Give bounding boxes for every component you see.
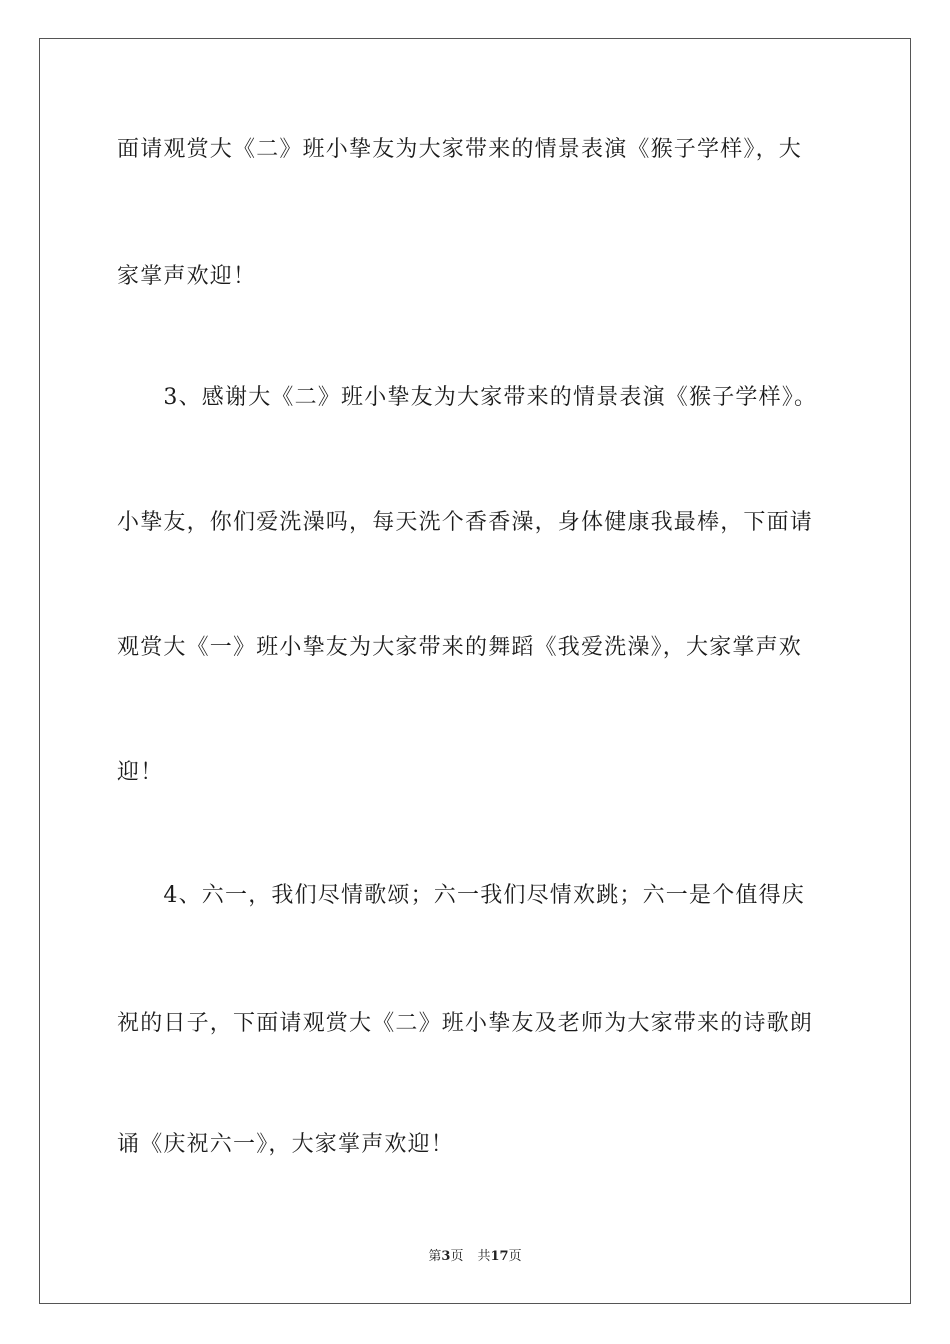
page-border (39, 38, 911, 1304)
text-line: 家掌声欢迎！ (117, 264, 257, 289)
total-suffix: 页 (508, 1249, 522, 1264)
text-line: 4、六一，我们尽情歌颂；六一我们尽情欢跳；六一是个值得庆 (117, 883, 805, 908)
text-line: 诵《庆祝六一》，大家掌声欢迎！ (117, 1132, 455, 1157)
page-suffix: 页 (450, 1249, 464, 1264)
page-number: 3 (441, 1249, 451, 1264)
page-footer (0, 1248, 950, 1266)
text-line: 祝的日子，下面请观赏大《二》班小挚友及老师为大家带来的诗歌朗 (117, 1011, 814, 1036)
total-pages: 17 (490, 1249, 509, 1264)
total-prefix: 共 (477, 1249, 491, 1264)
page-prefix: 第 (428, 1249, 442, 1264)
text-line: 迎！ (117, 760, 164, 785)
text-line: 观赏大《一》班小挚友为大家带来的舞蹈《我爱洗澡》，大家掌声欢 (117, 635, 803, 660)
text-line: 面请观赏大《二》班小挚友为大家带来的情景表演《猴子学样》，大 (117, 137, 803, 162)
text-line: 小挚友，你们爱洗澡吗，每天洗个香香澡，身体健康我最棒，下面请 (117, 510, 814, 535)
text-line: 3、感谢大《二》班小挚友为大家带来的情景表演《猴子学样》。 (117, 385, 818, 410)
